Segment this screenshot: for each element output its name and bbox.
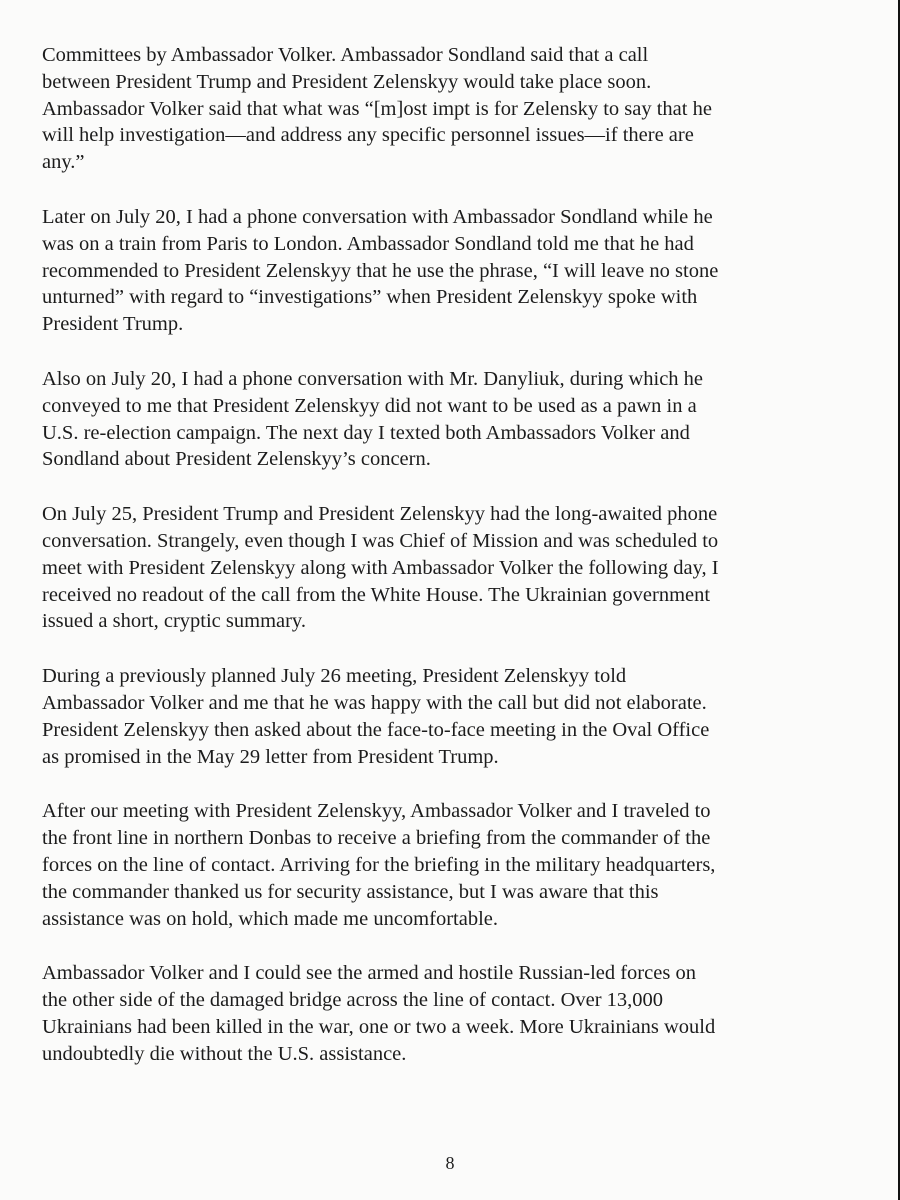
- text-line: forces on the line of contact. Arriving for the briefing in the military headquarters,: [42, 853, 716, 876]
- text-line: will help investigation—and address any specific personnel issues—if there are: [42, 124, 694, 147]
- text-line: meet with President Zelenskyy along with Ambassador Volker the following day, I: [42, 556, 719, 579]
- text-line: conveyed to me that President Zelenskyy did not want to be used as a pawn in a: [42, 394, 697, 417]
- text-line: the other side of the damaged bridge across the line of contact. Over 13,000: [42, 989, 664, 1012]
- paragraph-4: [42, 501, 842, 635]
- text-line: Also on July 20, I had a phone conversation with Mr. Danyliuk, during which he: [42, 367, 704, 390]
- page-number: 8: [445, 1153, 455, 1173]
- text-line: Sondland about President Zelenskyy’s concern.: [42, 448, 431, 471]
- text-line: conversation. Strangely, even though I was Chief of Mission and was scheduled to: [42, 529, 719, 552]
- text-line: as promised in the May 29 letter from President Trump.: [42, 745, 499, 768]
- text-line: recommended to President Zelenskyy that he use the phrase, “I will leave no stone: [42, 259, 719, 282]
- text-line: On July 25, President Trump and President Zelenskyy had the long-awaited phone: [42, 503, 718, 526]
- text-line: any.”: [42, 151, 85, 174]
- text-line: Ambassador Volker and me that he was happy with the call but did not elaborate.: [42, 691, 707, 714]
- text-line: U.S. re-election campaign. The next day I texted both Ambassadors Volker and: [42, 421, 690, 444]
- paragraph-5: [42, 663, 842, 770]
- text-line: Later on July 20, I had a phone conversation with Ambassador Sondland while he: [42, 205, 713, 228]
- text-line: was on a train from Paris to London. Ambassador Sondland told me that he had: [42, 232, 694, 255]
- text-line: Ambassador Volker said that what was “[m]ost impt is for Zelensky to say that he: [42, 97, 712, 120]
- text-line: President Zelenskyy then asked about the face-to-face meeting in the Oval Office: [42, 718, 710, 741]
- text-line: During a previously planned July 26 meeting, President Zelenskyy told: [42, 665, 627, 688]
- paragraph-6: [42, 798, 842, 932]
- text-line: between President Trump and President Zelenskyy would take place soon.: [42, 70, 652, 93]
- text-line: Ukrainians had been killed in the war, one or two a week. More Ukrainians would: [42, 1015, 716, 1038]
- document-body: [42, 42, 842, 1096]
- text-line: Ambassador Volker and I could see the armed and hostile Russian-led forces on: [42, 962, 696, 985]
- paragraph-1: [42, 42, 842, 176]
- text-line: the front line in northern Donbas to receive a briefing from the commander of the: [42, 827, 711, 850]
- text-line: President Trump.: [42, 313, 184, 336]
- text-line: unturned” with regard to “investigations” when President Zelenskyy spoke with: [42, 286, 698, 309]
- text-line: received no readout of the call from the White House. The Ukrainian government: [42, 583, 711, 606]
- text-line: the commander thanked us for security assistance, but I was aware that this: [42, 880, 659, 903]
- text-line: Committees by Ambassador Volker. Ambassador Sondland said that a call: [42, 44, 649, 66]
- paragraph-2: [42, 204, 842, 338]
- paragraph-3: [42, 366, 842, 473]
- text-line: assistance was on hold, which made me uncomfortable.: [42, 907, 498, 930]
- text-line: issued a short, cryptic summary.: [42, 610, 306, 633]
- text-line: undoubtedly die without the U.S. assistance.: [42, 1042, 407, 1065]
- paragraph-7: [42, 960, 842, 1067]
- text-line: After our meeting with President Zelenskyy, Ambassador Volker and I traveled to: [42, 800, 711, 823]
